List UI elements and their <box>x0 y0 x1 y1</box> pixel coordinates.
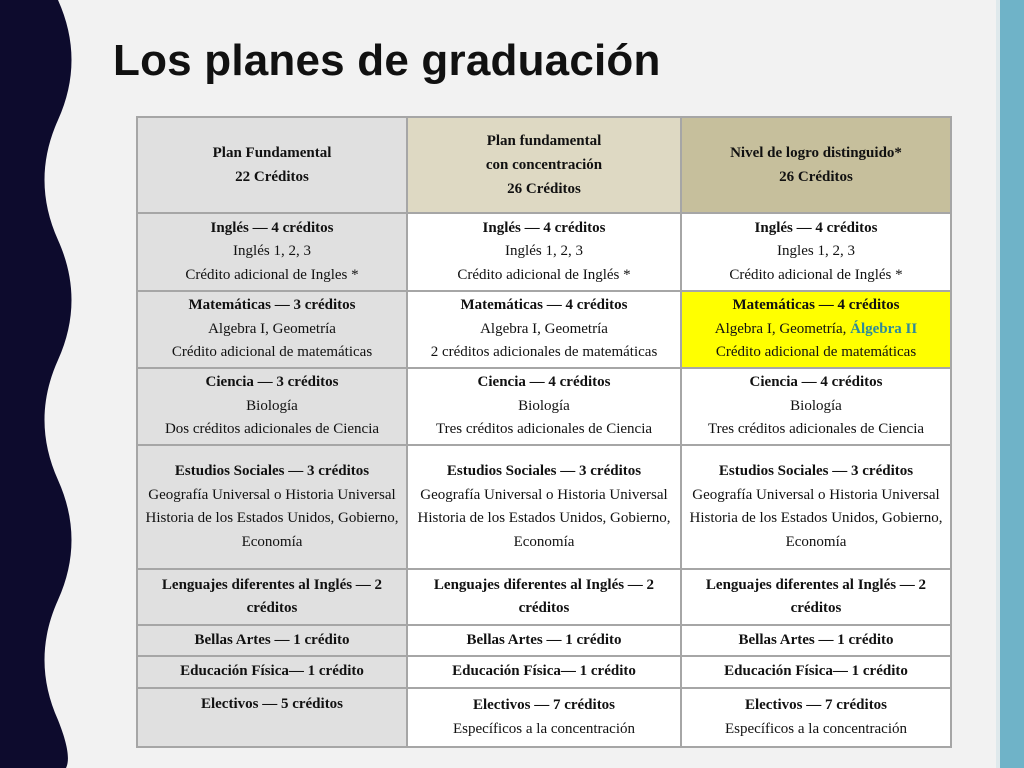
cell-pe-plan-concentration: Educación Física— 1 crédito <box>407 656 681 688</box>
cell-social-plan-concentration <box>407 445 681 569</box>
cell-detail: Algebra I, Geometría <box>208 320 336 337</box>
cell-detail: Geografía Universal o Historia Universal <box>148 486 396 503</box>
table-row-electives <box>137 688 951 747</box>
cell-heading: Electivos — 7 créditos <box>744 697 888 713</box>
table-row-social-studies <box>137 445 951 569</box>
cell-heading: Matemáticas — 4 créditos <box>460 297 628 314</box>
cell-detail: Historia de los Estados Unidos, Gobierno, Economía <box>689 510 943 550</box>
cell-pe-plan-fundamental: Educación Física— 1 crédito <box>137 656 407 688</box>
cell-science-distinguished <box>681 368 951 445</box>
cell-heading: Matemáticas — 4 créditos <box>732 297 900 314</box>
cell-detail: Dos créditos adicionales de Ciencia <box>164 421 380 438</box>
graduation-plans-table <box>136 116 952 748</box>
cell-science-plan-fundamental <box>137 368 407 445</box>
cell-detail: Crédito adicional de Inglés * <box>457 266 631 283</box>
header-plan-fundamental <box>137 117 407 213</box>
page-title: Los planes de graduación <box>113 36 661 85</box>
cell-social-plan-fundamental <box>137 445 407 569</box>
cell-detail: Biología <box>246 397 298 414</box>
cell-math-distinguished-highlighted <box>681 291 951 368</box>
accent-bar <box>1000 0 1024 768</box>
cell-detail-line <box>685 318 947 342</box>
cell-heading: Ciencia — 3 créditos <box>205 374 339 391</box>
header-title: Nivel de logro distinguido* <box>730 145 902 161</box>
decorative-wave-band <box>0 0 80 768</box>
cell-detail: Inglés 1, 2, 3 <box>233 243 311 260</box>
cell-detail: Algebra I, Geometría, <box>714 320 847 337</box>
cell-heading: Electivos — 7 créditos <box>472 697 616 713</box>
cell-detail: Inglés 1, 2, 3 <box>505 243 583 260</box>
cell-arts-distinguished: Bellas Artes — 1 crédito <box>681 625 951 656</box>
cell-heading: Estudios Sociales — 3 créditos <box>174 463 370 479</box>
header-credits: 22 Créditos <box>235 169 309 185</box>
cell-detail: Específicos a la concentración <box>725 720 907 737</box>
cell-heading: Matemáticas — 3 créditos <box>188 297 356 314</box>
cell-detail: Crédito adicional de Ingles * <box>185 266 359 283</box>
cell-detail: Algebra I, Geometría <box>480 320 608 337</box>
cell-arts-plan-concentration: Bellas Artes — 1 crédito <box>407 625 681 656</box>
cell-electives-plan-fundamental <box>137 688 407 747</box>
cell-english-plan-concentration <box>407 213 681 291</box>
cell-math-plan-concentration <box>407 291 681 368</box>
header-credits: 26 Créditos <box>779 169 853 185</box>
cell-languages-plan-concentration: Lenguajes diferentes al Inglés — 2 créditos <box>407 569 681 625</box>
cell-detail: Geografía Universal o Historia Universal <box>420 486 668 503</box>
cell-english-distinguished <box>681 213 951 291</box>
table-row-science <box>137 368 951 445</box>
cell-heading: Ciencia — 4 créditos <box>749 374 883 391</box>
table-row-languages <box>137 569 951 625</box>
header-title: Plan Fundamental <box>212 145 332 161</box>
cell-heading: Electivos — 5 créditos <box>200 696 344 712</box>
cell-detail: Crédito adicional de Inglés * <box>729 266 903 283</box>
cell-detail: Biología <box>790 397 842 414</box>
cell-heading: Estudios Sociales — 3 créditos <box>446 463 642 479</box>
cell-social-distinguished <box>681 445 951 569</box>
header-distinguished-level <box>681 117 951 213</box>
cell-detail: Geografía Universal o Historia Universal <box>692 486 940 503</box>
cell-languages-plan-fundamental: Lenguajes diferentes al Inglés — 2 créditos <box>137 569 407 625</box>
cell-arts-plan-fundamental: Bellas Artes — 1 crédito <box>137 625 407 656</box>
algebra-ii-highlight: Álgebra II <box>850 320 918 337</box>
cell-detail: Específicos a la concentración <box>453 720 635 737</box>
cell-detail: Historia de los Estados Unidos, Gobierno, Economía <box>417 510 671 550</box>
cell-heading: Inglés — 4 créditos <box>482 219 606 236</box>
cell-heading: Ciencia — 4 créditos <box>477 374 611 391</box>
cell-math-plan-fundamental <box>137 291 407 368</box>
header-title: Plan fundamental <box>486 133 602 149</box>
cell-pe-distinguished: Educación Física— 1 crédito <box>681 656 951 688</box>
table-row-physical-education <box>137 656 951 688</box>
cell-detail: Tres créditos adicionales de Ciencia <box>435 421 653 438</box>
cell-heading: Inglés — 4 créditos <box>754 219 878 236</box>
table-row-english <box>137 213 951 291</box>
cell-heading: Inglés — 4 créditos <box>210 219 334 236</box>
header-plan-concentration <box>407 117 681 213</box>
cell-detail: Biología <box>518 397 570 414</box>
table-row-fine-arts <box>137 625 951 656</box>
header-subtitle: con concentración <box>485 157 603 173</box>
cell-science-plan-concentration <box>407 368 681 445</box>
header-credits: 26 Créditos <box>507 181 581 197</box>
cell-english-plan-fundamental <box>137 213 407 291</box>
cell-detail: Historia de los Estados Unidos, Gobierno, Economía <box>145 510 399 550</box>
table-row-math <box>137 291 951 368</box>
cell-detail: Crédito adicional de matemáticas <box>715 344 917 361</box>
table-header-row <box>137 117 951 213</box>
cell-detail: Crédito adicional de matemáticas <box>171 344 373 361</box>
cell-electives-distinguished <box>681 688 951 747</box>
cell-languages-distinguished: Lenguajes diferentes al Inglés — 2 créditos <box>681 569 951 625</box>
cell-electives-plan-concentration <box>407 688 681 747</box>
cell-detail: Tres créditos adicionales de Ciencia <box>707 421 925 438</box>
cell-detail: 2 créditos adicionales de matemáticas <box>430 344 658 361</box>
cell-detail: Ingles 1, 2, 3 <box>777 243 855 260</box>
cell-heading: Estudios Sociales — 3 créditos <box>718 463 914 479</box>
